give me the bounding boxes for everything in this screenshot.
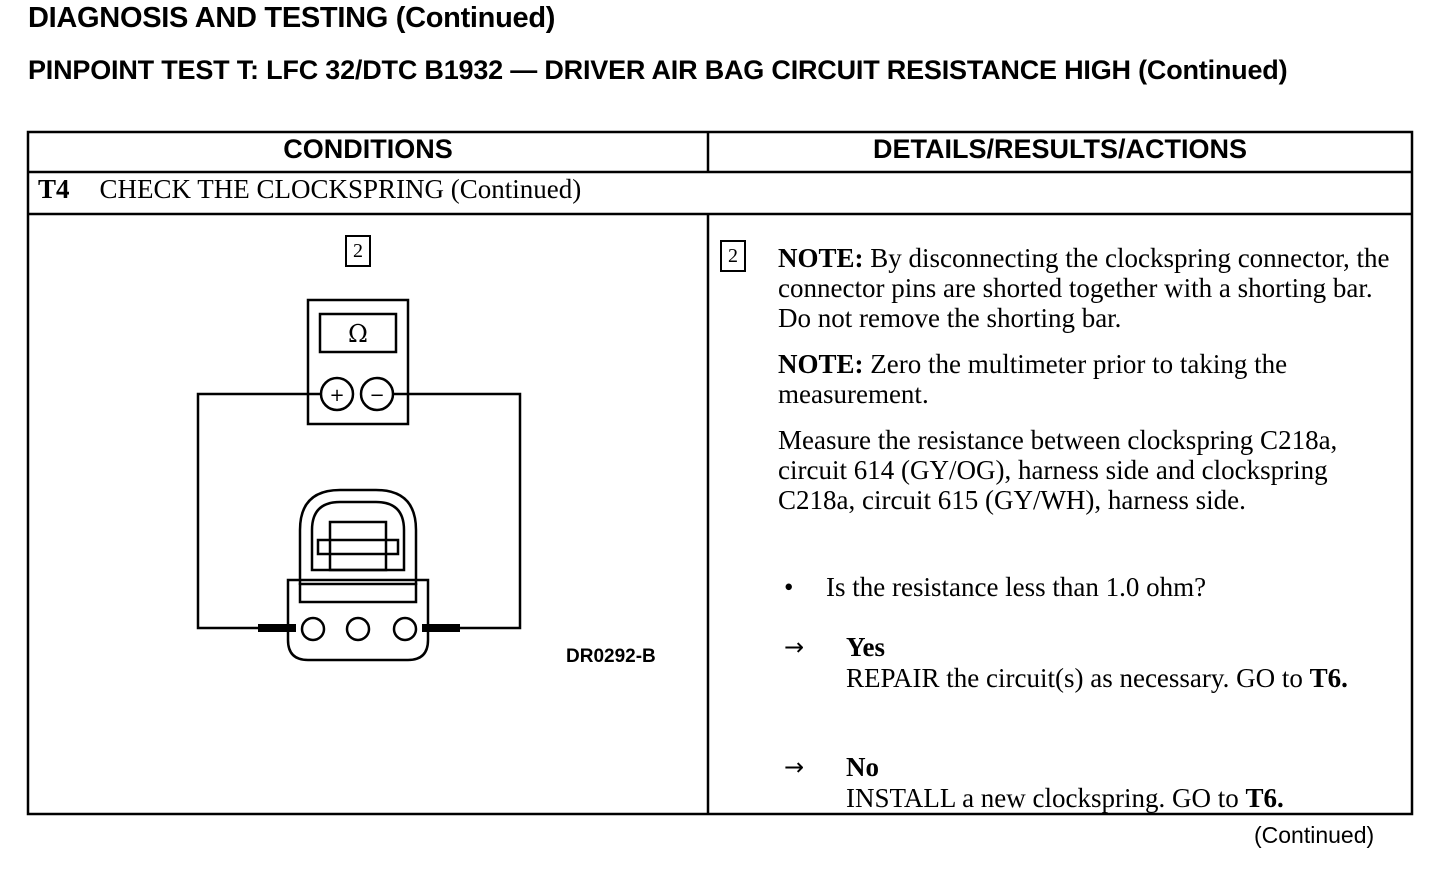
column-header-conditions: CONDITIONS [283, 134, 453, 164]
ohmmeter-icon [308, 300, 408, 424]
note-zero-meter: NOTE: Zero the multimeter prior to taking the measurement. [778, 349, 1288, 409]
conditions-step-ref: 2 [345, 235, 371, 267]
step-title: CHECK THE CLOCKSPRING (Continued) [99, 174, 582, 204]
arrow-right-icon: → [784, 633, 805, 661]
minus-terminal-icon: − [369, 385, 385, 406]
column-header-details: DETAILS/RESULTS/ACTIONS [872, 134, 1247, 164]
details-text [778, 243, 1408, 531]
details-step-ref: 2 [720, 240, 746, 272]
meter-leads [198, 394, 520, 628]
answer-yes-text: REPAIR the circuit(s) as necessary. GO to T6. [846, 663, 1348, 693]
arrow-right-icon: → [784, 753, 805, 781]
continued-footer: (Continued) [1254, 822, 1375, 848]
answer-no-text: INSTALL a new clockspring. GO to T6. [846, 783, 1284, 813]
note-shorting-bar: NOTE: By disconnecting the clockspring connector, the connector pins are shorted together with a shorting bar. Do not remove the shorting bar. [778, 243, 1390, 333]
question-text: Is the resistance less than 1.0 ohm? [826, 572, 1207, 602]
step-number: T4 [38, 174, 70, 204]
page-title: DIAGNOSIS AND TESTING (Continued) [28, 2, 556, 34]
figure-id: DR0292-B [566, 646, 656, 667]
pinpoint-test-title: PINPOINT TEST T: LFC 32/DTC B1932 — DRIVER AIR BAG CIRCUIT RESISTANCE HIGH (Continued) [28, 55, 1288, 85]
measure-instruction: Measure the resistance between clockspring C218a, circuit 614 (GY/OG), harness side and clockspring C218a, circuit 615 (GY/WH), harness side. [778, 425, 1338, 515]
answer-no-label: No [846, 752, 879, 782]
connector-icon [288, 490, 428, 660]
plus-terminal-icon: + [329, 385, 345, 406]
bullet-icon: • [784, 572, 794, 602]
ohm-symbol: Ω [348, 320, 368, 348]
answer-yes-label: Yes [846, 632, 885, 662]
